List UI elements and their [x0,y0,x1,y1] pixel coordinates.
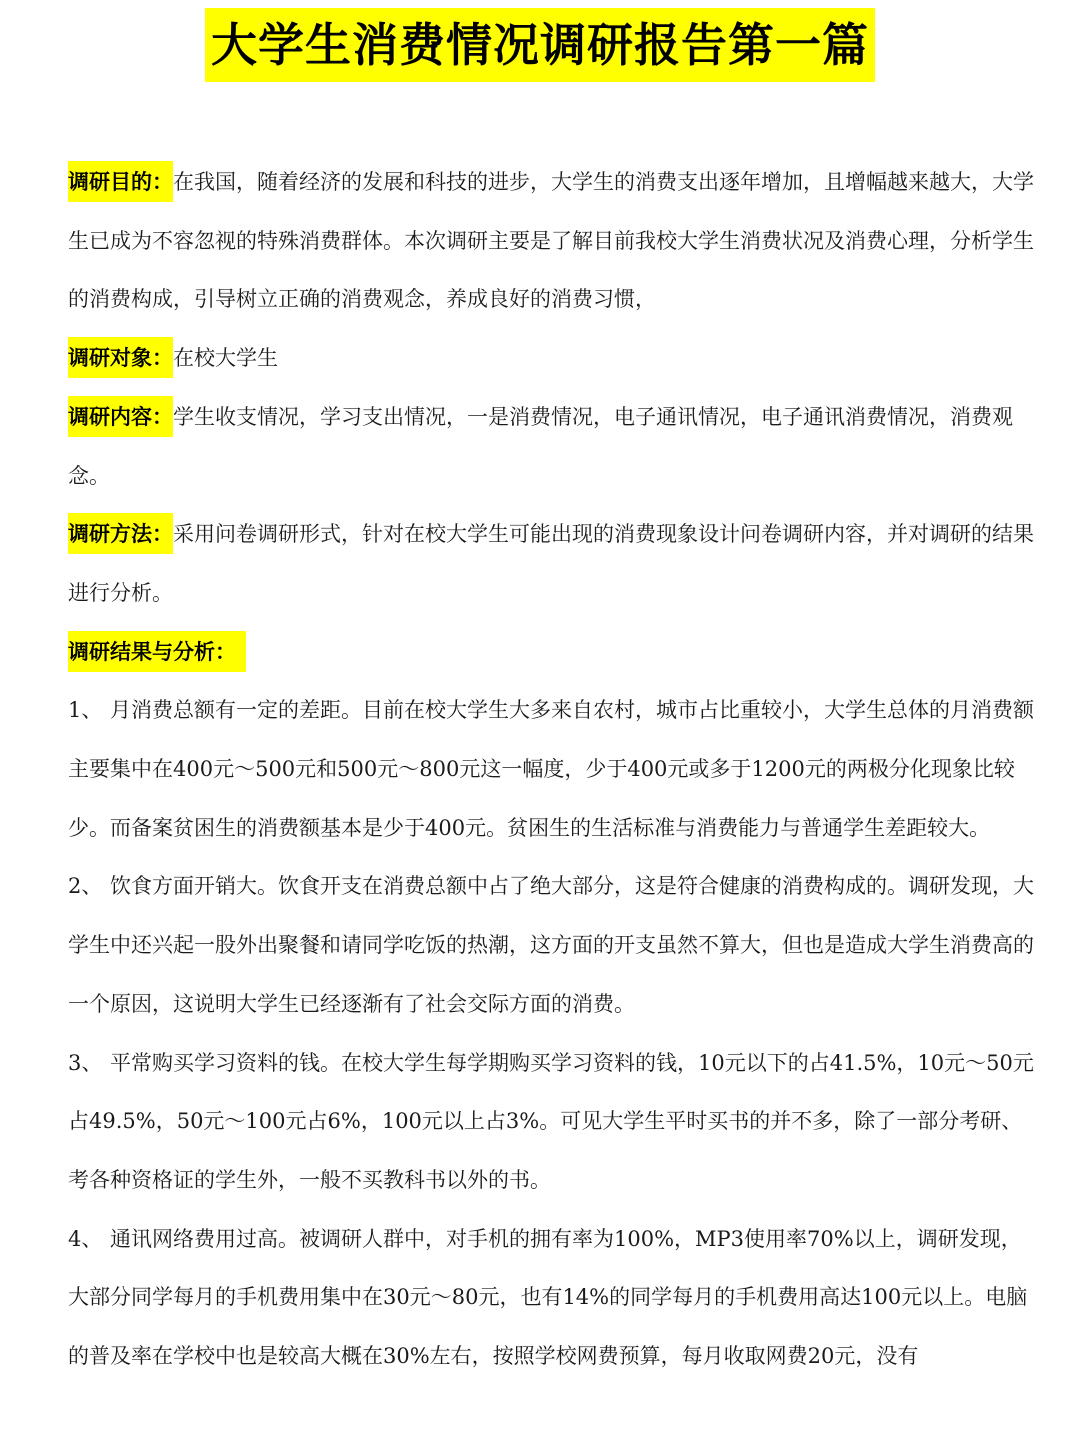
result-item [68,1210,1034,1386]
result-number: 1、 [68,698,103,723]
result-text: 平常购买学习资料的钱。在校大学生每学期购买学习资料的钱，10元以下的占41.5%，10元～50元占49.5%，50元～100元占6%，100元以上占3%。可见大学生平时买书的并不多，除了一部分考研、考各种资格证的学生外，一般不买教科书以外的书。 [68,1050,1034,1192]
section-text: 在校大学生 [173,346,278,371]
result-number: 4、 [68,1226,103,1251]
section-label: 调研方法： [68,513,173,554]
section-label: 调研内容： [68,396,173,437]
section-results [68,623,1034,682]
section-subject [68,329,1034,388]
document-title: 大学生消费情况调研报告第一篇 [205,8,875,82]
result-number: 3、 [68,1050,103,1075]
section-text: 在我国，随着经济的发展和科技的进步，大学生的消费支出逐年增加，且增幅越来越大，大学生已成为不容忽视的特殊消费群体。本次调研主要是了解目前我校大学生消费状况及消费心理，分析学生的消费构成，引导树立正确的消费观念，养成良好的消费习惯， [68,170,1034,312]
result-item [68,681,1034,857]
section-label: 调研结果与分析： [68,631,246,672]
result-number: 2、 [68,874,103,899]
document-body [68,153,1034,1386]
result-text: 通讯网络费用过高。被调研人群中，对手机的拥有率为100%，MP3使用率70%以上，调研发现，大部分同学每月的手机费用集中在30元～80元，也有14%的同学每月的手机费用高达100元以上。电脑的普及率在学校中也是较高大概在30%左右，按照学校网费预算，每月收取网费20元，没有 [68,1226,1028,1369]
result-text: 月消费总额有一定的差距。目前在校大学生大多来自农村，城市占比重较小，大学生总体的月消费额主要集中在400元～500元和500元～800元这一幅度，少于400元或多于1200元的两极分化现象比较少。而备案贫困生的消费额基本是少于400元。贫困生的生活标准与消费能力与普通学生差距较大。 [68,698,1034,840]
result-text: 饮食方面开销大。饮食开支在消费总额中占了绝大部分，这是符合健康的消费构成的。调研发现，大学生中还兴起一股外出聚餐和请同学吃饭的热潮，这方面的开支虽然不算大，但也是造成大学生消费高的一个原因，这说明大学生已经逐渐有了社会交际方面的消费。 [68,874,1034,1016]
section-content [68,388,1034,505]
section-label: 调研对象： [68,337,173,378]
section-purpose [68,153,1034,329]
section-text: 学生收支情况，学习支出情况，一是消费情况，电子通讯情况，电子通讯消费情况，消费观念。 [68,404,1013,488]
result-item [68,857,1034,1033]
section-label: 调研目的： [68,161,173,202]
section-method [68,505,1034,622]
title-container [0,8,1080,82]
section-text: 采用问卷调研形式，针对在校大学生可能出现的消费现象设计问卷调研内容，并对调研的结果进行分析。 [68,522,1034,605]
result-item [68,1034,1034,1210]
